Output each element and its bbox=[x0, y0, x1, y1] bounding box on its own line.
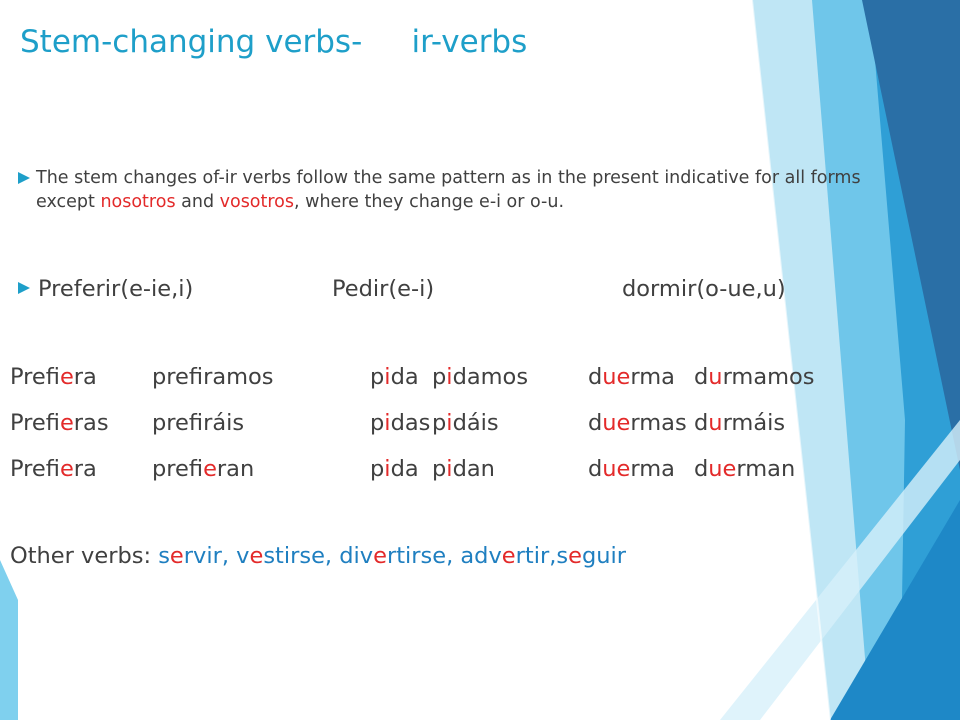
conj-text: Pref bbox=[10, 456, 60, 482]
conj-text: ra bbox=[73, 364, 97, 390]
verb-header-preferir: Preferir(e-ie,i) bbox=[38, 276, 194, 302]
bullet-arrow-icon bbox=[18, 282, 36, 306]
conj-dormir-sg-row-2 bbox=[588, 410, 687, 436]
stem-change-highlight: ue bbox=[708, 456, 737, 482]
conj-text: rmas bbox=[630, 410, 687, 436]
conj-text: pref bbox=[152, 410, 204, 436]
stem-change-highlight: e bbox=[501, 543, 516, 569]
conj-pedir-sg-row-1 bbox=[370, 364, 419, 390]
conj-text: d bbox=[694, 456, 709, 482]
other-verbs bbox=[10, 543, 626, 569]
stem-change-highlight: i bbox=[446, 410, 453, 436]
conj-text: d bbox=[588, 456, 603, 482]
stem-change-highlight: e bbox=[169, 543, 184, 569]
conj-text: d bbox=[588, 364, 603, 390]
conj-dormir-pl-row-3 bbox=[694, 456, 795, 482]
conj-text: p bbox=[370, 410, 385, 436]
intro-text bbox=[36, 166, 918, 214]
conj-preferir-pl-row-3 bbox=[152, 456, 254, 482]
stem-change-highlight: u bbox=[708, 410, 723, 436]
conj-preferir-sg-row-3 bbox=[10, 456, 97, 482]
verb-headers bbox=[36, 276, 916, 306]
stem-change-highlight: ie bbox=[59, 456, 74, 482]
conj-pedir-sg-row-3 bbox=[370, 456, 419, 482]
verb-text: rvir, bbox=[183, 543, 229, 569]
conj-text: damos bbox=[452, 364, 529, 390]
conj-text: dáis bbox=[452, 410, 499, 436]
conj-dormir-pl-row-1 bbox=[694, 364, 815, 390]
conj-text: ra bbox=[73, 456, 97, 482]
verb-text: rtirse, bbox=[386, 543, 454, 569]
conj-text: ras bbox=[73, 410, 109, 436]
conj-text: p bbox=[432, 410, 447, 436]
slide-title: Stem-changing verbs- ir-verbs bbox=[20, 24, 528, 60]
intro-part-3: , where they change e-i or o-u. bbox=[294, 192, 565, 212]
intro-bullet bbox=[18, 166, 918, 214]
nosotros-highlight: nosotros bbox=[100, 192, 176, 212]
conj-text: p bbox=[432, 364, 447, 390]
conj-text: ramos bbox=[203, 364, 274, 390]
conj-text: rmamos bbox=[722, 364, 815, 390]
conj-text: rman bbox=[736, 456, 796, 482]
conj-preferir-sg-row-1 bbox=[10, 364, 97, 390]
stem-change-highlight: ie bbox=[59, 410, 74, 436]
conj-text: p bbox=[370, 364, 385, 390]
vosotros-highlight: vosotros bbox=[219, 192, 295, 212]
other-verb-item bbox=[556, 543, 626, 569]
conj-text: pref bbox=[152, 456, 204, 482]
stem-change-highlight: i bbox=[446, 364, 453, 390]
verb-text: guir bbox=[581, 543, 626, 569]
conj-dormir-sg-row-1 bbox=[588, 364, 675, 390]
conj-dormir-pl-row-2 bbox=[694, 410, 785, 436]
verb-text: div bbox=[332, 543, 374, 569]
verb-text: s bbox=[556, 543, 569, 569]
conj-text: p bbox=[432, 456, 447, 482]
stem-change-highlight: i bbox=[446, 456, 453, 482]
stem-change-highlight: i bbox=[384, 410, 391, 436]
stem-change-highlight: ue bbox=[602, 410, 631, 436]
stem-change-highlight: ie bbox=[59, 364, 74, 390]
conj-text: ráis bbox=[203, 410, 245, 436]
conj-text: d bbox=[694, 364, 709, 390]
conj-preferir-sg-row-2 bbox=[10, 410, 109, 436]
stem-change-highlight: e bbox=[249, 543, 264, 569]
verb-header-dormir: dormir(o-ue,u) bbox=[622, 276, 786, 302]
conj-text: rmáis bbox=[722, 410, 786, 436]
conj-text: rma bbox=[630, 456, 675, 482]
stem-change-highlight: e bbox=[373, 543, 387, 569]
other-verb-item bbox=[453, 543, 556, 569]
conj-text: d bbox=[694, 410, 709, 436]
conj-text: Pref bbox=[10, 364, 60, 390]
verbs-bullet bbox=[18, 276, 916, 306]
stem-change-highlight: ue bbox=[602, 364, 631, 390]
conj-text: Pref bbox=[10, 410, 60, 436]
other-verb-item bbox=[229, 543, 332, 569]
other-verbs-list bbox=[158, 543, 626, 569]
verb-text: stirse, bbox=[263, 543, 333, 569]
other-verb-item bbox=[158, 543, 229, 569]
conj-preferir-pl-row-1 bbox=[152, 364, 274, 390]
stem-change-highlight: u bbox=[708, 364, 723, 390]
verb-header-pedir: Pedir(e-i) bbox=[332, 276, 435, 302]
conj-text: dan bbox=[452, 456, 495, 482]
conj-preferir-pl-row-2 bbox=[152, 410, 244, 436]
conj-text: p bbox=[370, 456, 385, 482]
conj-text: da bbox=[390, 456, 419, 482]
conj-text: d bbox=[588, 410, 603, 436]
verb-text: v bbox=[229, 543, 250, 569]
stem-change-highlight: i bbox=[384, 456, 391, 482]
conj-text: rma bbox=[630, 364, 675, 390]
conj-pedir-pl-row-2 bbox=[432, 410, 499, 436]
conj-pedir-sg-row-2 bbox=[370, 410, 430, 436]
conj-pedir-pl-row-3 bbox=[432, 456, 495, 482]
intro-part-2: and bbox=[175, 192, 220, 212]
conj-pedir-pl-row-1 bbox=[432, 364, 528, 390]
other-verbs-label: Other verbs: bbox=[10, 543, 159, 569]
stem-change-highlight: ie bbox=[203, 456, 217, 482]
conj-text: pref bbox=[152, 364, 204, 390]
verb-text: s bbox=[158, 543, 170, 569]
verb-text: adv bbox=[453, 543, 502, 569]
intro-part-1: The stem changes of-ir verbs follow the same pattern as in the present indicative for all forms except bbox=[36, 168, 861, 212]
conj-text: ran bbox=[216, 456, 255, 482]
conj-dormir-sg-row-3 bbox=[588, 456, 675, 482]
stem-change-highlight: ue bbox=[602, 456, 631, 482]
other-verb-item bbox=[332, 543, 453, 569]
stem-change-highlight: e bbox=[568, 543, 582, 569]
verb-text: rtir, bbox=[515, 543, 557, 569]
bullet-arrow-icon bbox=[18, 166, 36, 214]
stem-change-highlight: i bbox=[384, 364, 391, 390]
conj-text: da bbox=[390, 364, 419, 390]
conj-text: das bbox=[390, 410, 431, 436]
